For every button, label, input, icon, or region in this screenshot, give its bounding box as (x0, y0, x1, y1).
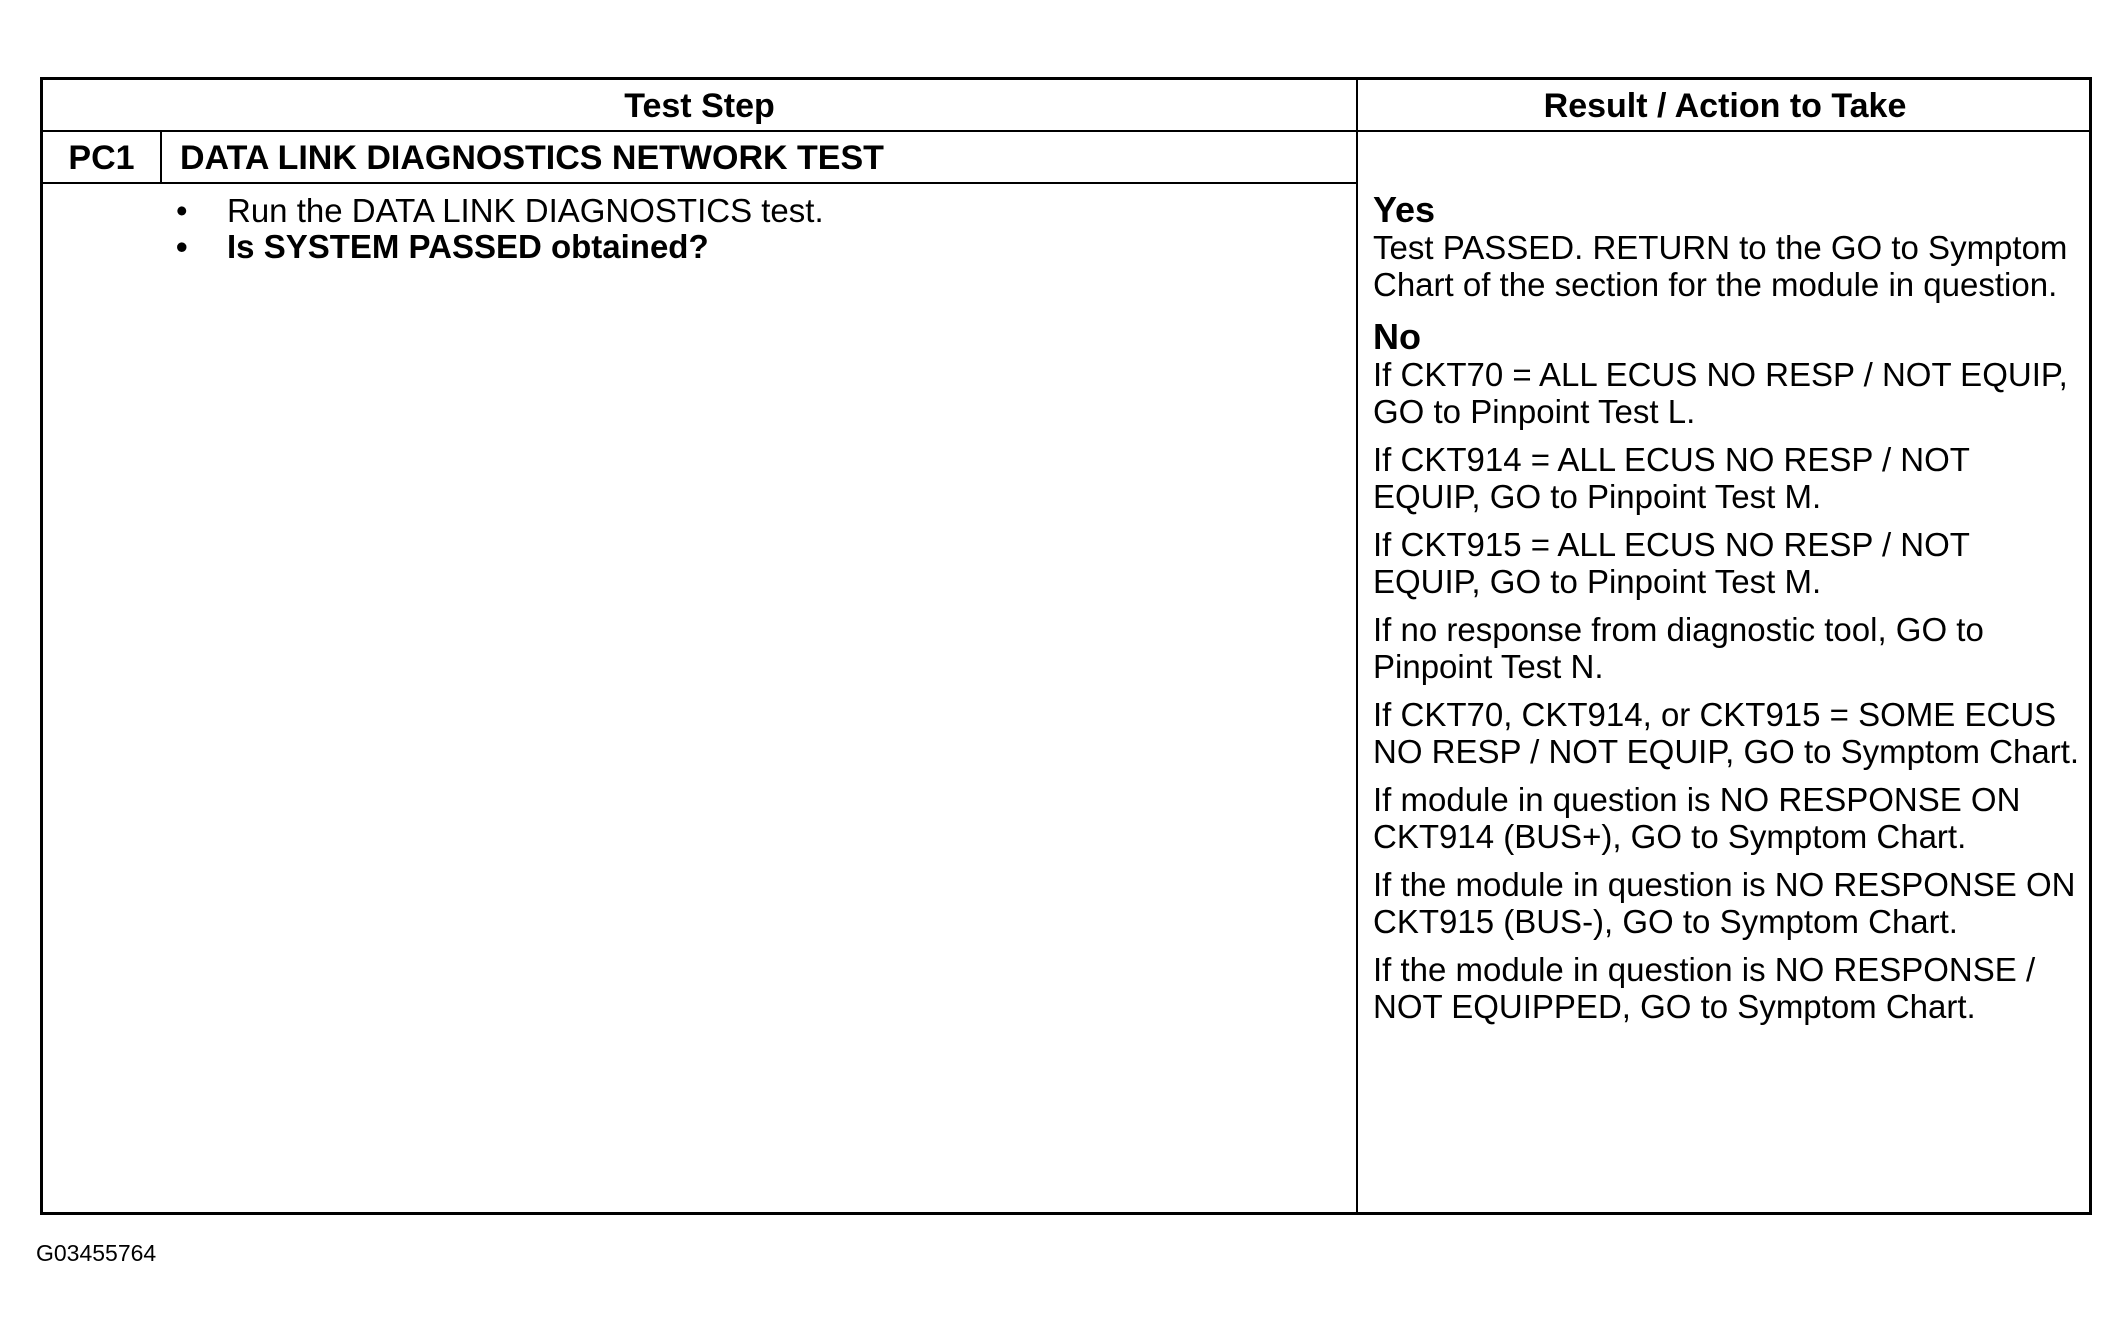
list-item (172, 229, 824, 265)
no-action: If CKT915 = ALL ECUS NO RESP / NOT EQUIP, GO to Pinpoint Test M. (1373, 526, 1970, 600)
no-action: If the module in question is NO RESPONSE ON CKT915 (BUS-), GO to Symptom Chart. (1373, 866, 2076, 940)
no-action: If CKT70, CKT914, or CKT915 = SOME ECUS NO RESP / NOT EQUIP, GO to Symptom Chart. (1373, 696, 2080, 770)
figure-id: G03455764 (36, 1240, 157, 1266)
no-action: If CKT914 = ALL ECUS NO RESP / NOT EQUIP, GO to Pinpoint Test M. (1373, 441, 1970, 515)
no-action: If module in question is NO RESPONSE ON CKT914 (BUS+), GO to Symptom Chart. (1373, 781, 2021, 855)
no-action: If no response from diagnostic tool, GO to Pinpoint Test N. (1373, 611, 1984, 685)
pinpoint-title: DATA LINK DIAGNOSTICS NETWORK TEST (180, 138, 884, 177)
header-test-step: Test Step (624, 86, 775, 125)
no-label: No (1373, 316, 1421, 357)
header-result-action: Result / Action to Take (1543, 86, 1907, 125)
yes-action: Test PASSED. RETURN to the GO to Symptom Chart of the section for the module in question. (1373, 229, 2068, 303)
step-text: Run the DATA LINK DIAGNOSTICS test. (227, 192, 824, 229)
bullet: • (176, 228, 188, 265)
bullet: • (176, 192, 188, 229)
step-question: Is SYSTEM PASSED obtained? (227, 228, 709, 265)
yes-label: Yes (1373, 189, 1436, 230)
code-divider (160, 131, 162, 183)
pinpoint-code: PC1 (68, 138, 135, 177)
column-divider (1356, 80, 1358, 1215)
no-action: If the module in question is NO RESPONSE / NOT EQUIPPED, GO to Symptom Chart. (1373, 951, 2036, 1025)
list-item (172, 193, 824, 229)
test-table (40, 77, 2092, 1215)
test-step-list (172, 193, 824, 265)
no-action: If CKT70 = ALL ECUS NO RESP / NOT EQUIP, GO to Pinpoint Test L. (1373, 356, 2068, 430)
result-action-cell (1373, 190, 2083, 1037)
